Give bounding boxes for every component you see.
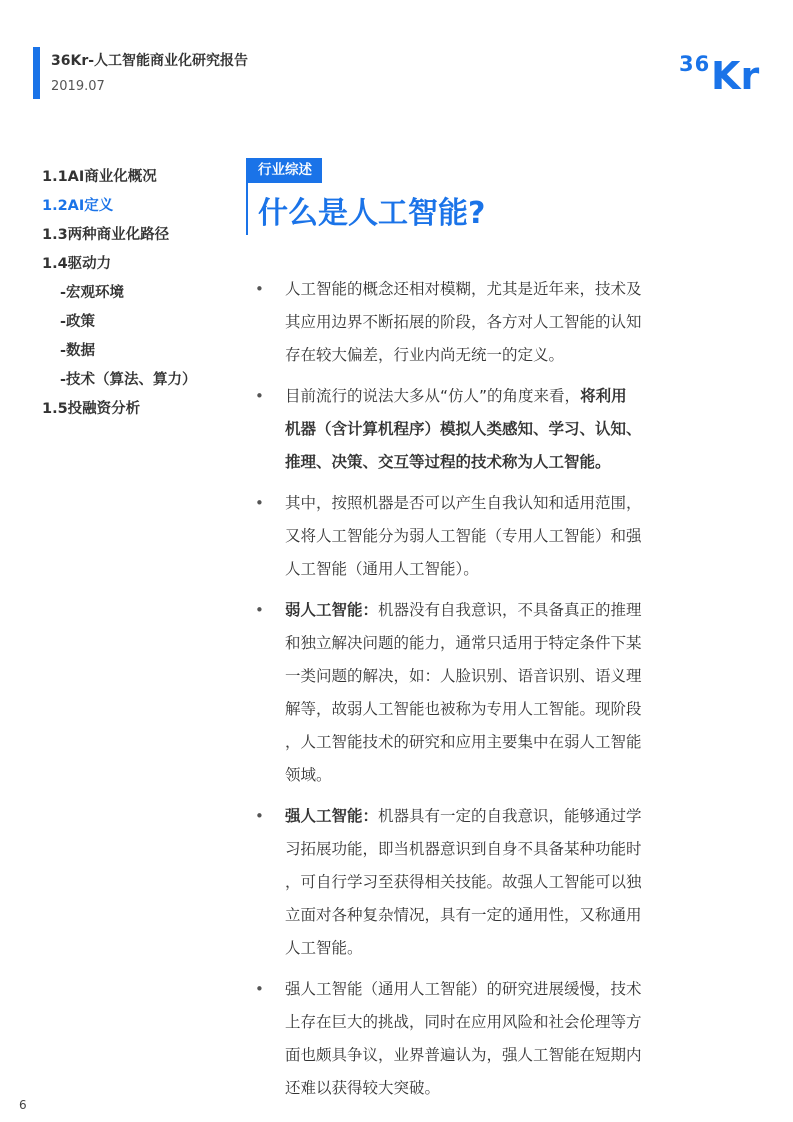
text-line: 上存在巨大的挑战，同时在应用风险和社会伦理等方: [285, 1013, 642, 1031]
text-line: 立面对各种复杂情况，具有一定的通用性，又称通用: [285, 906, 642, 924]
text-line: 人工智能（通用人工智能）。: [285, 560, 479, 578]
toc-item-data[interactable]: -数据: [60, 343, 96, 359]
text-line: 还难以获得较大突破。: [285, 1079, 441, 1097]
list-item: [250, 380, 730, 479]
text-line: 强人工智能（通用人工智能）的研究进展缓慢，技术: [285, 980, 642, 998]
text-line: 人工智能的概念还相对模糊，尤其是近年来，技术及: [285, 280, 642, 298]
bullet-marker: •: [255, 280, 264, 298]
page-number: 6: [19, 1098, 27, 1112]
text-line: 人工智能。: [285, 939, 363, 957]
report-date: 2019.07: [51, 79, 105, 94]
table-of-contents: [42, 166, 197, 427]
toc-item-ai-commercialization-overview[interactable]: 1.1AI商业化概况: [42, 169, 157, 185]
bullet-marker: •: [255, 980, 264, 998]
toc-item-policy[interactable]: -政策: [60, 314, 96, 330]
list-item: [250, 487, 730, 586]
text-line: 存在较大偏差，行业内尚无统一的定义。: [285, 346, 565, 364]
bullet-marker: •: [255, 494, 264, 512]
page-title: 什么是人工智能?: [258, 196, 486, 231]
text-line: [285, 800, 730, 833]
bullet-list: [250, 273, 730, 1113]
list-item-strong-ai: [250, 800, 730, 965]
list-item: [250, 973, 730, 1105]
list-item: [250, 273, 730, 372]
toc-item-drivers[interactable]: 1.4驱动力: [42, 256, 112, 272]
bold-text-line: 机器（含计算机程序）模拟人类感知、学习、认知、: [285, 420, 642, 438]
text-line: 又将人工智能分为弱人工智能（专用人工智能）和强: [285, 527, 642, 545]
text-line: 和独立解决问题的能力，通常只适用于特定条件下某: [285, 634, 642, 652]
plain-text: 目前流行的说法大多从“仿人”的角度来看，: [285, 387, 581, 405]
bullet-marker: •: [255, 387, 264, 405]
section-tag: 行业综述: [248, 158, 322, 183]
list-item-weak-ai: [250, 594, 730, 792]
text-line: [285, 380, 730, 413]
report-title: 36Kr-人工智能商业化研究报告: [51, 53, 249, 69]
text-line: ，人工智能技术的研究和应用主要集中在弱人工智能: [285, 733, 642, 751]
toc-item-commercialization-paths[interactable]: 1.3两种商业化路径: [42, 227, 170, 243]
36kr-logo-mark: [677, 40, 765, 98]
text-line: 一类问题的解决，如：人脸识别、语音识别、语义理: [285, 667, 642, 685]
bullet-marker: •: [255, 807, 264, 825]
text-line: 面也颇具争议，业界普遍认为，强人工智能在短期内: [285, 1046, 642, 1064]
term-label: 弱人工智能：: [285, 601, 379, 619]
bold-text-line: 推理、决策、交互等过程的技术称为人工智能。: [285, 453, 611, 471]
text-line: ，可自行学习至获得相关技能。故强人工智能可以独: [285, 873, 642, 891]
svg-text:36: 36: [679, 52, 711, 76]
36kr-logo: [677, 40, 765, 102]
svg-text:Kr: Kr: [711, 54, 760, 98]
toc-item-macro-environment[interactable]: -宏观环境: [60, 285, 125, 301]
text-line: 习拓展功能，即当机器意识到自身不具备某种功能时: [285, 840, 642, 858]
bold-text: 将利用: [580, 387, 627, 405]
term-label: 强人工智能：: [285, 807, 379, 825]
toc-item-investment-analysis[interactable]: 1.5投融资分析: [42, 401, 141, 417]
bullet-marker: •: [255, 601, 264, 619]
toc-item-technology[interactable]: -技术（算法、算力）: [60, 372, 197, 388]
text-line: 领域。: [285, 766, 332, 784]
text-line: 其中，按照机器是否可以产生自我认知和适用范围，: [285, 494, 642, 512]
text-line: 解等，故弱人工智能也被称为专用人工智能。现阶段: [285, 700, 642, 718]
toc-item-ai-definition[interactable]: 1.2AI定义: [42, 198, 114, 214]
text-line: 其应用边界不断拓展的阶段，各方对人工智能的认知: [285, 313, 642, 331]
plain-text: 机器具有一定的自我意识，能够通过学: [378, 807, 642, 825]
plain-text: 机器没有自我意识，不具备真正的推理: [378, 601, 642, 619]
header-accent-bar: [33, 47, 40, 99]
text-line: [285, 594, 730, 627]
